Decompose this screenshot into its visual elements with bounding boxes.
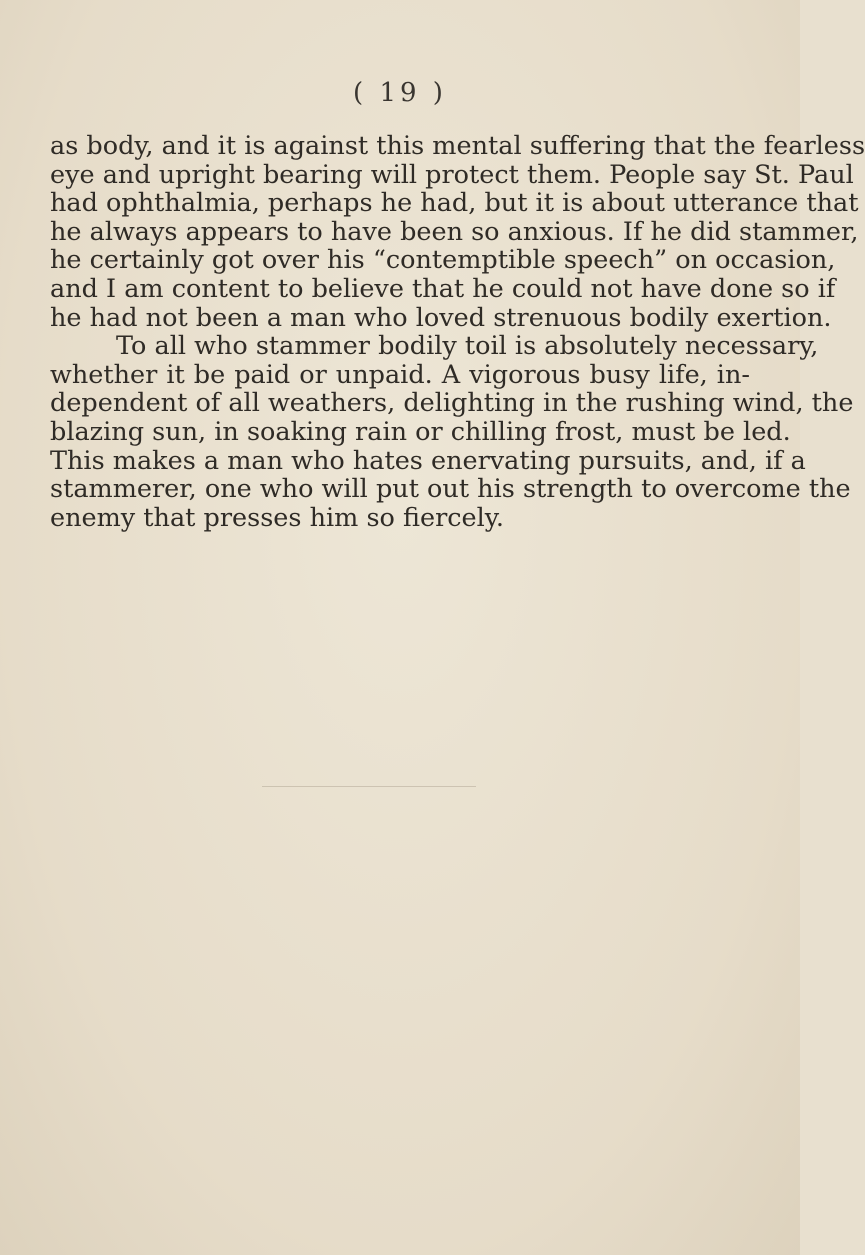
text-line: had ophthalmia, perhaps he had, but it is about utterance that [50,188,859,219]
text-line-indented: To all who stammer bodily toil is absolutely necessary, [116,331,819,362]
page-number: ( 19 ) [353,78,447,108]
text-line: he certainly got over his “contemptible speech” on occasion, [50,245,836,276]
text-line: as body, and it is against this mental suffering that the fearless [50,131,865,161]
text-line: he always appears to have been so anxious. If he did stammer, [50,216,859,247]
text-line: eye and upright bearing will protect them. People say St. Paul [50,159,854,190]
text-line: stammerer, one who will put out his strength to overcome the [50,474,851,505]
text-line: enemy that presses him so fiercely. [50,502,504,533]
text-line: whether it be paid or unpaid. A vigorous busy life, in- [50,359,750,390]
text-line: dependent of all weathers, delighting in the rushing wind, the [50,388,854,419]
text-line: blazing sun, in soaking rain or chilling frost, must be led. [50,416,791,447]
text-line: and I am content to believe that he could not have done so if [50,273,836,304]
text-line: This makes a man who hates enervating pursuits, and, if a [50,445,806,476]
text-line: he had not been a man who loved strenuous bodily exertion. [50,302,832,333]
section-divider [262,786,476,787]
body-text [50,131,865,533]
